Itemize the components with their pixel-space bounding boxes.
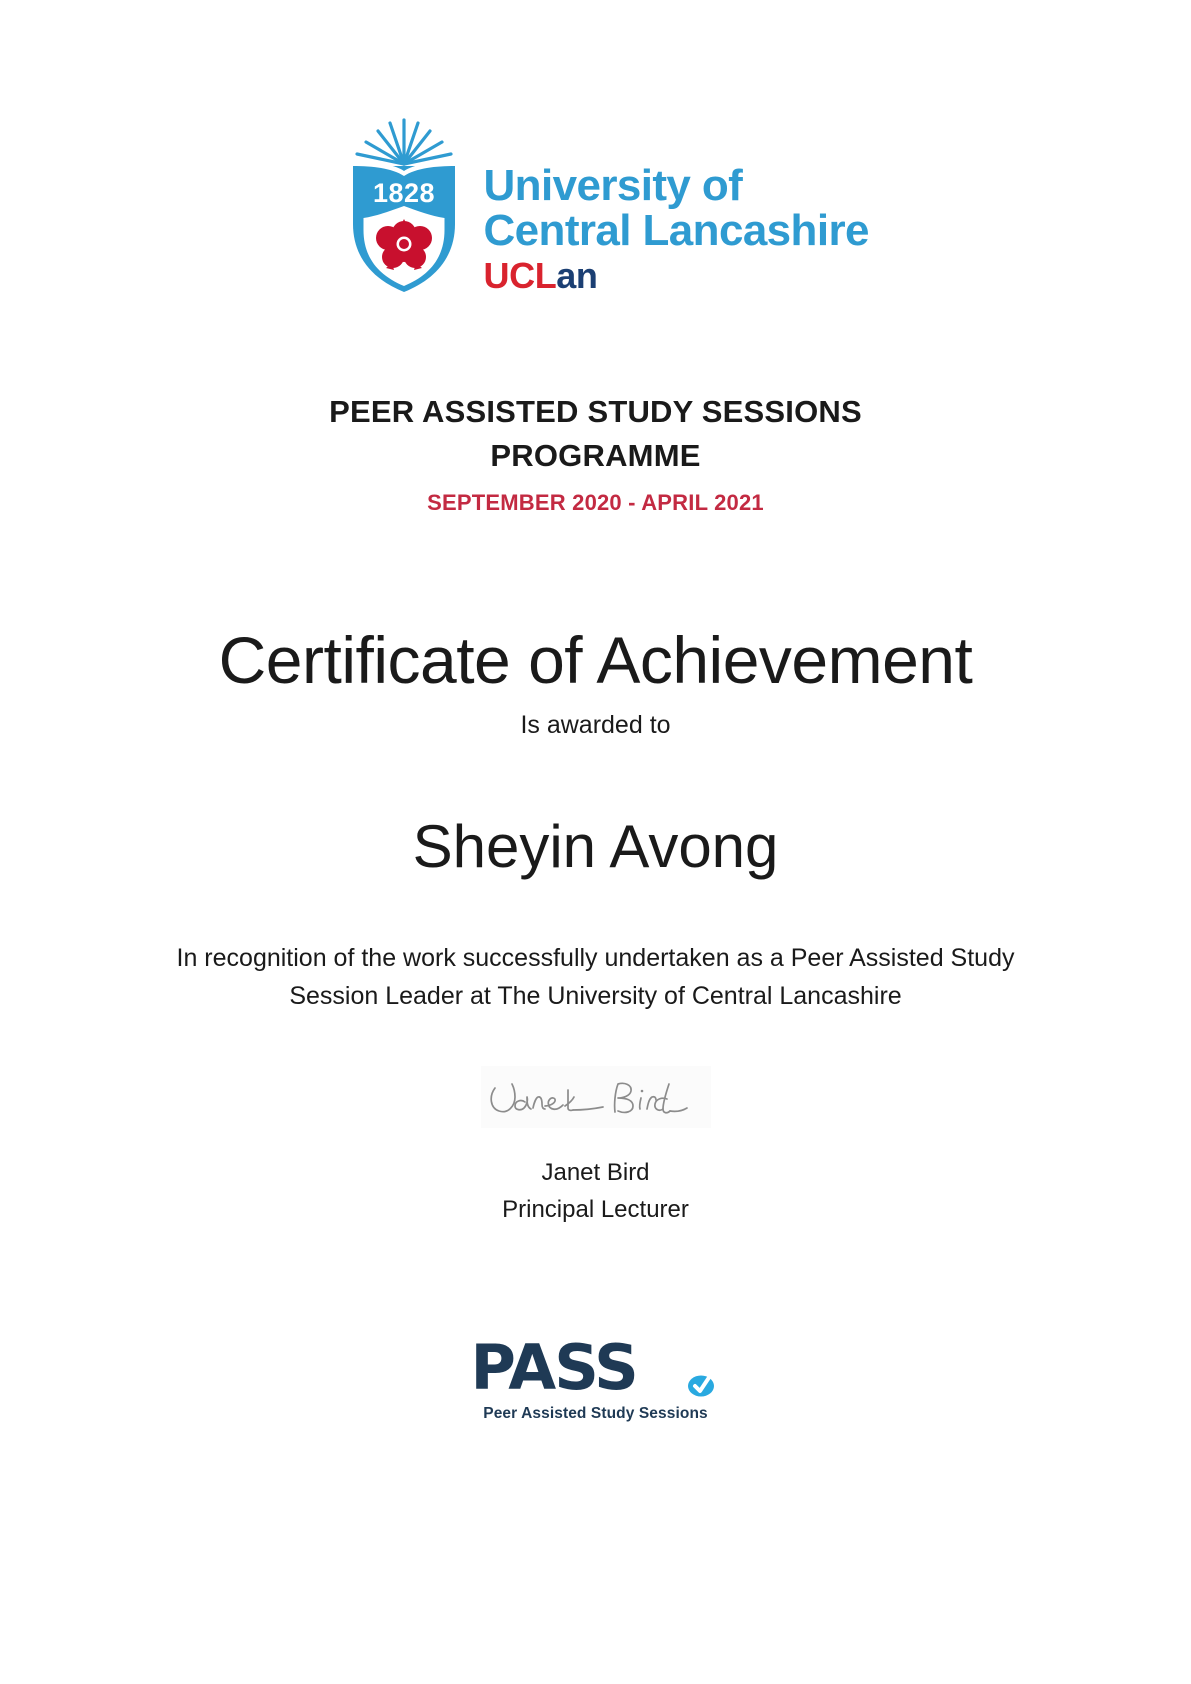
uclan-logo bbox=[336, 118, 869, 298]
signature-block bbox=[481, 1066, 711, 1228]
programme-title-line-2: PROGRAMME bbox=[490, 438, 701, 474]
signatory-name: Janet Bird bbox=[541, 1159, 650, 1187]
pass-tagline: Peer Assisted Study Sessions bbox=[483, 1404, 708, 1422]
uclan-wordmark bbox=[484, 118, 869, 294]
pass-wordmark-group bbox=[470, 1330, 721, 1404]
pass-wordmark: PASS bbox=[470, 1330, 637, 1404]
signature-image bbox=[481, 1066, 711, 1128]
uclan-line-2: Central Lancashire bbox=[483, 205, 869, 255]
recognition-line-1: In recognition of the work successfully undertaken as a Peer Assisted Study bbox=[176, 943, 1015, 972]
programme-heading bbox=[216, 390, 976, 516]
recognition-line-2: Session Leader at The University of Central Lancashire bbox=[289, 982, 902, 1011]
uclan-abbreviation bbox=[483, 254, 869, 296]
awarded-to-label: Is awarded to bbox=[520, 710, 671, 739]
uclan-shield-icon bbox=[346, 118, 464, 293]
programme-title-line-1: PEER ASSISTED STUDY SESSIONS bbox=[329, 394, 862, 429]
svg-text:1828: 1828 bbox=[372, 178, 435, 208]
recognition-text bbox=[166, 939, 1026, 1017]
pass-logo bbox=[456, 1330, 736, 1423]
uclan-abbr-navy: an bbox=[556, 254, 598, 296]
uclan-abbr-red: UCL bbox=[483, 254, 557, 296]
certificate-title: Certificate of Achievement bbox=[218, 623, 973, 698]
pass-check-icon bbox=[675, 1364, 719, 1403]
recipient-name: Sheyin Avong bbox=[412, 812, 779, 880]
programme-dates: SEPTEMBER 2020 - APRIL 2021 bbox=[427, 490, 764, 516]
uclan-line-1: University of bbox=[483, 161, 743, 210]
signatory-role: Principal Lecturer bbox=[502, 1196, 689, 1224]
